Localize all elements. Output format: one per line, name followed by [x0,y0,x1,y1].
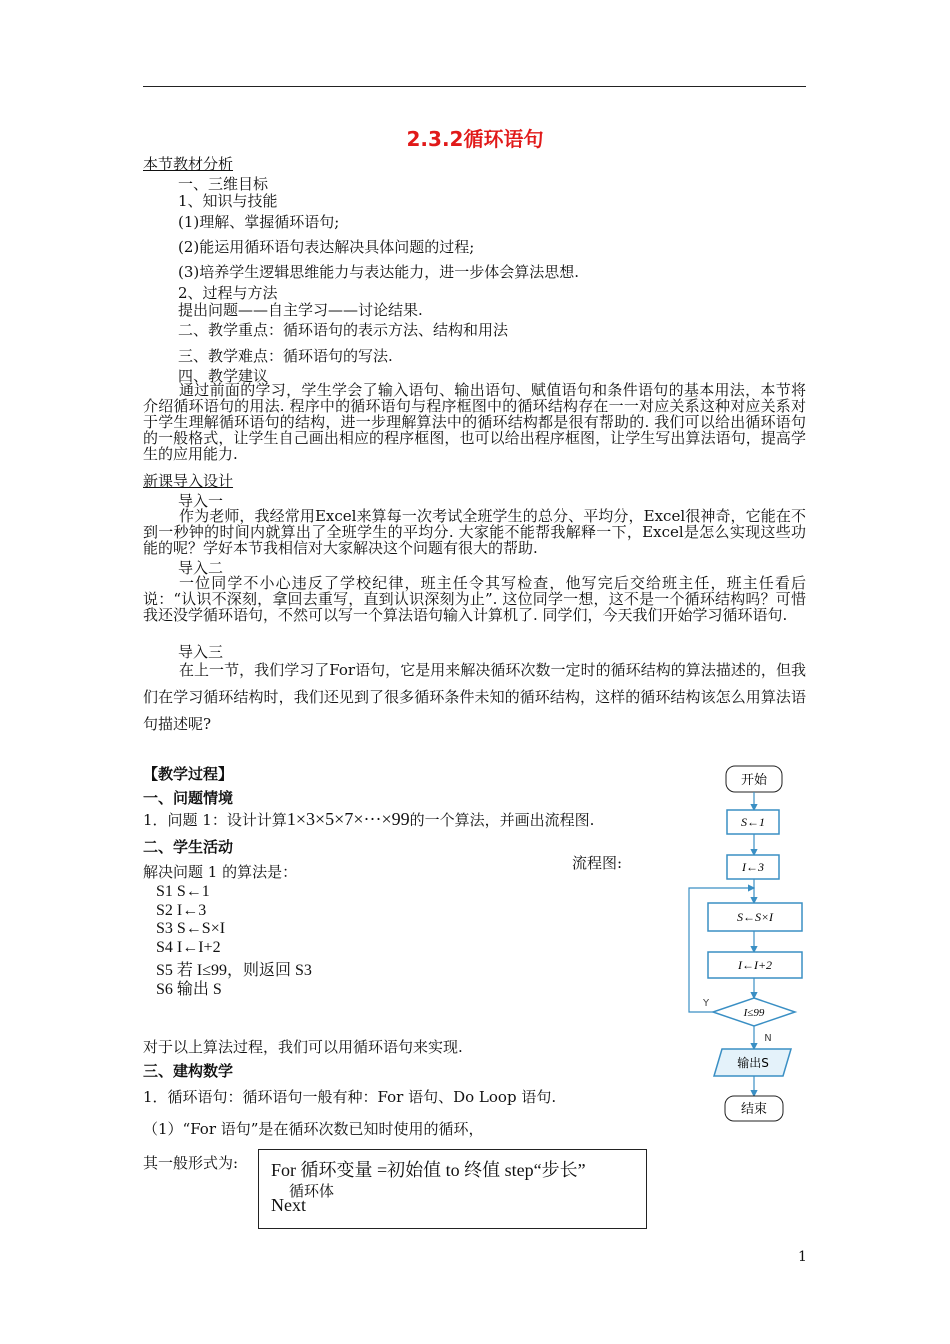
section-heading-intro: 新课导入设计 [143,472,234,490]
general-form-label: 其一般形式为: [143,1154,239,1172]
page-title: 2.3.2循环语句 [406,127,544,151]
algorithm-step: S2 I←3 [156,902,207,919]
process-heading: 2、过程与方法 [178,284,278,302]
question-1-prefix: 1．问题 1：设计计算 [143,811,287,829]
header-rule [143,86,806,87]
knowledge-item-1: (1)理解、掌握循环语句; [178,213,340,231]
algorithm-intro: 解决问题 1 的算法是： [143,863,298,881]
question-1 [143,809,594,830]
flow-end-label: 结束 [740,1102,768,1117]
intro-3-paragraph: 在上一节，我们学习了For语句，它是用来解决循环次数一定时的循环结构的算法描述的，但我们在学习循环结构时，我们还见到了很多循环条件未知的循环结构，这样的循环结构该怎么用算法语句描述呢? [143,661,806,733]
general-form-box [258,1149,647,1229]
student-activity-heading: 二、学生活动 [143,838,234,856]
section-heading-analysis: 本节教材分析 [143,155,234,173]
for-definition: （1）“For 语句”是在循环次数已知时使用的循环， [143,1120,484,1138]
flow-yes-label: Y [702,998,710,1009]
form-line-1: For 循环变量 =初始值 to 终值 step“步长” [271,1160,586,1180]
intro-2-paragraph: 一位同学不小心违反了学校纪律，班主任令其写检查，他写完后交给班主任，班主任看后说：“认识不深刻，拿回去重写，直到认识深刻为止”. 这位同学一想，这不是一个循环结构吗？可惜我还没学循环语句，不然可以写一个算法语句输入计算机了. 同学们，今天我们开始学习循环语句. [143,574,806,624]
page-number: 1 [798,1249,807,1265]
flowchart-label: 流程图: [572,854,623,872]
algorithm-step: S6 输出 S [156,981,222,998]
key-point: 二、教学重点：循环语句的表示方法、结构和用法 [178,321,509,339]
intro-1-heading: 导入一 [178,492,224,510]
teaching-process-heading: 【教学过程】 [143,765,234,783]
situation-heading: 一、问题情境 [143,789,234,807]
goals-heading: 一、三维目标 [178,175,269,193]
form-line-2: 循环体 [289,1184,335,1200]
flowchart [680,760,810,1125]
question-1-formula: 1×3×5×7×···×99 [286,809,410,829]
question-1-suffix: 的一个算法，并画出流程图. [409,811,595,829]
intro-1-paragraph: 作为老师，我经常用Excel来算每一次考试全班学生的总分、平均分，Excel很神奇，它能在不到一秒钟的时间内就算出了全班学生的平均分. 大家能不能帮我解释一下，Excel是怎么实现这些功能的呢？学好本节我相信对大家解决这个问题有很大的帮助. [143,507,806,557]
knowledge-item-3: (3)培养学生逻辑思维能力与表达能力，进一步体会算法思想. [178,263,580,281]
algorithm-step: S5 若 I≤99，则返回 S3 [156,962,312,979]
intro-3-heading: 导入三 [178,643,224,661]
flow-step-s1-label: S←1 [741,815,765,829]
conclusion: 对于以上算法过程，我们可以用循环语句来实现. [143,1038,463,1056]
flow-output-label: 输出S [737,1056,769,1070]
process-text: 提出问题——自主学习——讨论结果. [178,301,423,319]
form-line-3: Next [271,1195,306,1215]
loop-definition: 1．循环语句：循环语句一般有种：For 语句、Do Loop 语句. [143,1088,557,1106]
construct-math-heading: 三、建构数学 [143,1062,234,1080]
suggestion-paragraph: 通过前面的学习，学生学会了输入语句、输出语句、赋值语句和条件语句的基本用法，本节将介绍循环语句的用法. 程序中的循环语句与程序框图中的循环结构存在一一对应关系这种对应关系对于学生理解循环语句的结构，进一步理解算法中的循环结构都是很有帮助的. 我们可以给出循环语句的一般格式，让学生自己画出相应的程序框图，也可以给出程序框图，让学生写出算法语句，提高学生的应用能力. [143,381,806,463]
intro-2-heading: 导入二 [178,559,224,577]
knowledge-item-2: (2)能运用循环语句表达解决具体问题的过程; [178,238,475,256]
flow-step-s3-label: S←S×I [736,910,774,924]
suggestion-heading: 四、教学建议 [178,367,269,385]
flow-decision-label: I≤99 [743,1007,765,1019]
flow-step-s4-label: I←I+2 [737,958,773,972]
algorithm-step: S1 S←1 [156,883,210,900]
flow-start-label: 开始 [740,773,768,788]
flow-no-label: N [764,1033,772,1044]
knowledge-heading: 1、知识与技能 [178,192,278,210]
difficulty: 三、教学难点：循环语句的写法. [178,347,393,365]
algorithm-step: S4 I←I+2 [156,939,221,956]
algorithm-step: S3 S←S×I [156,920,226,937]
flow-step-s2-label: I←3 [742,860,764,874]
